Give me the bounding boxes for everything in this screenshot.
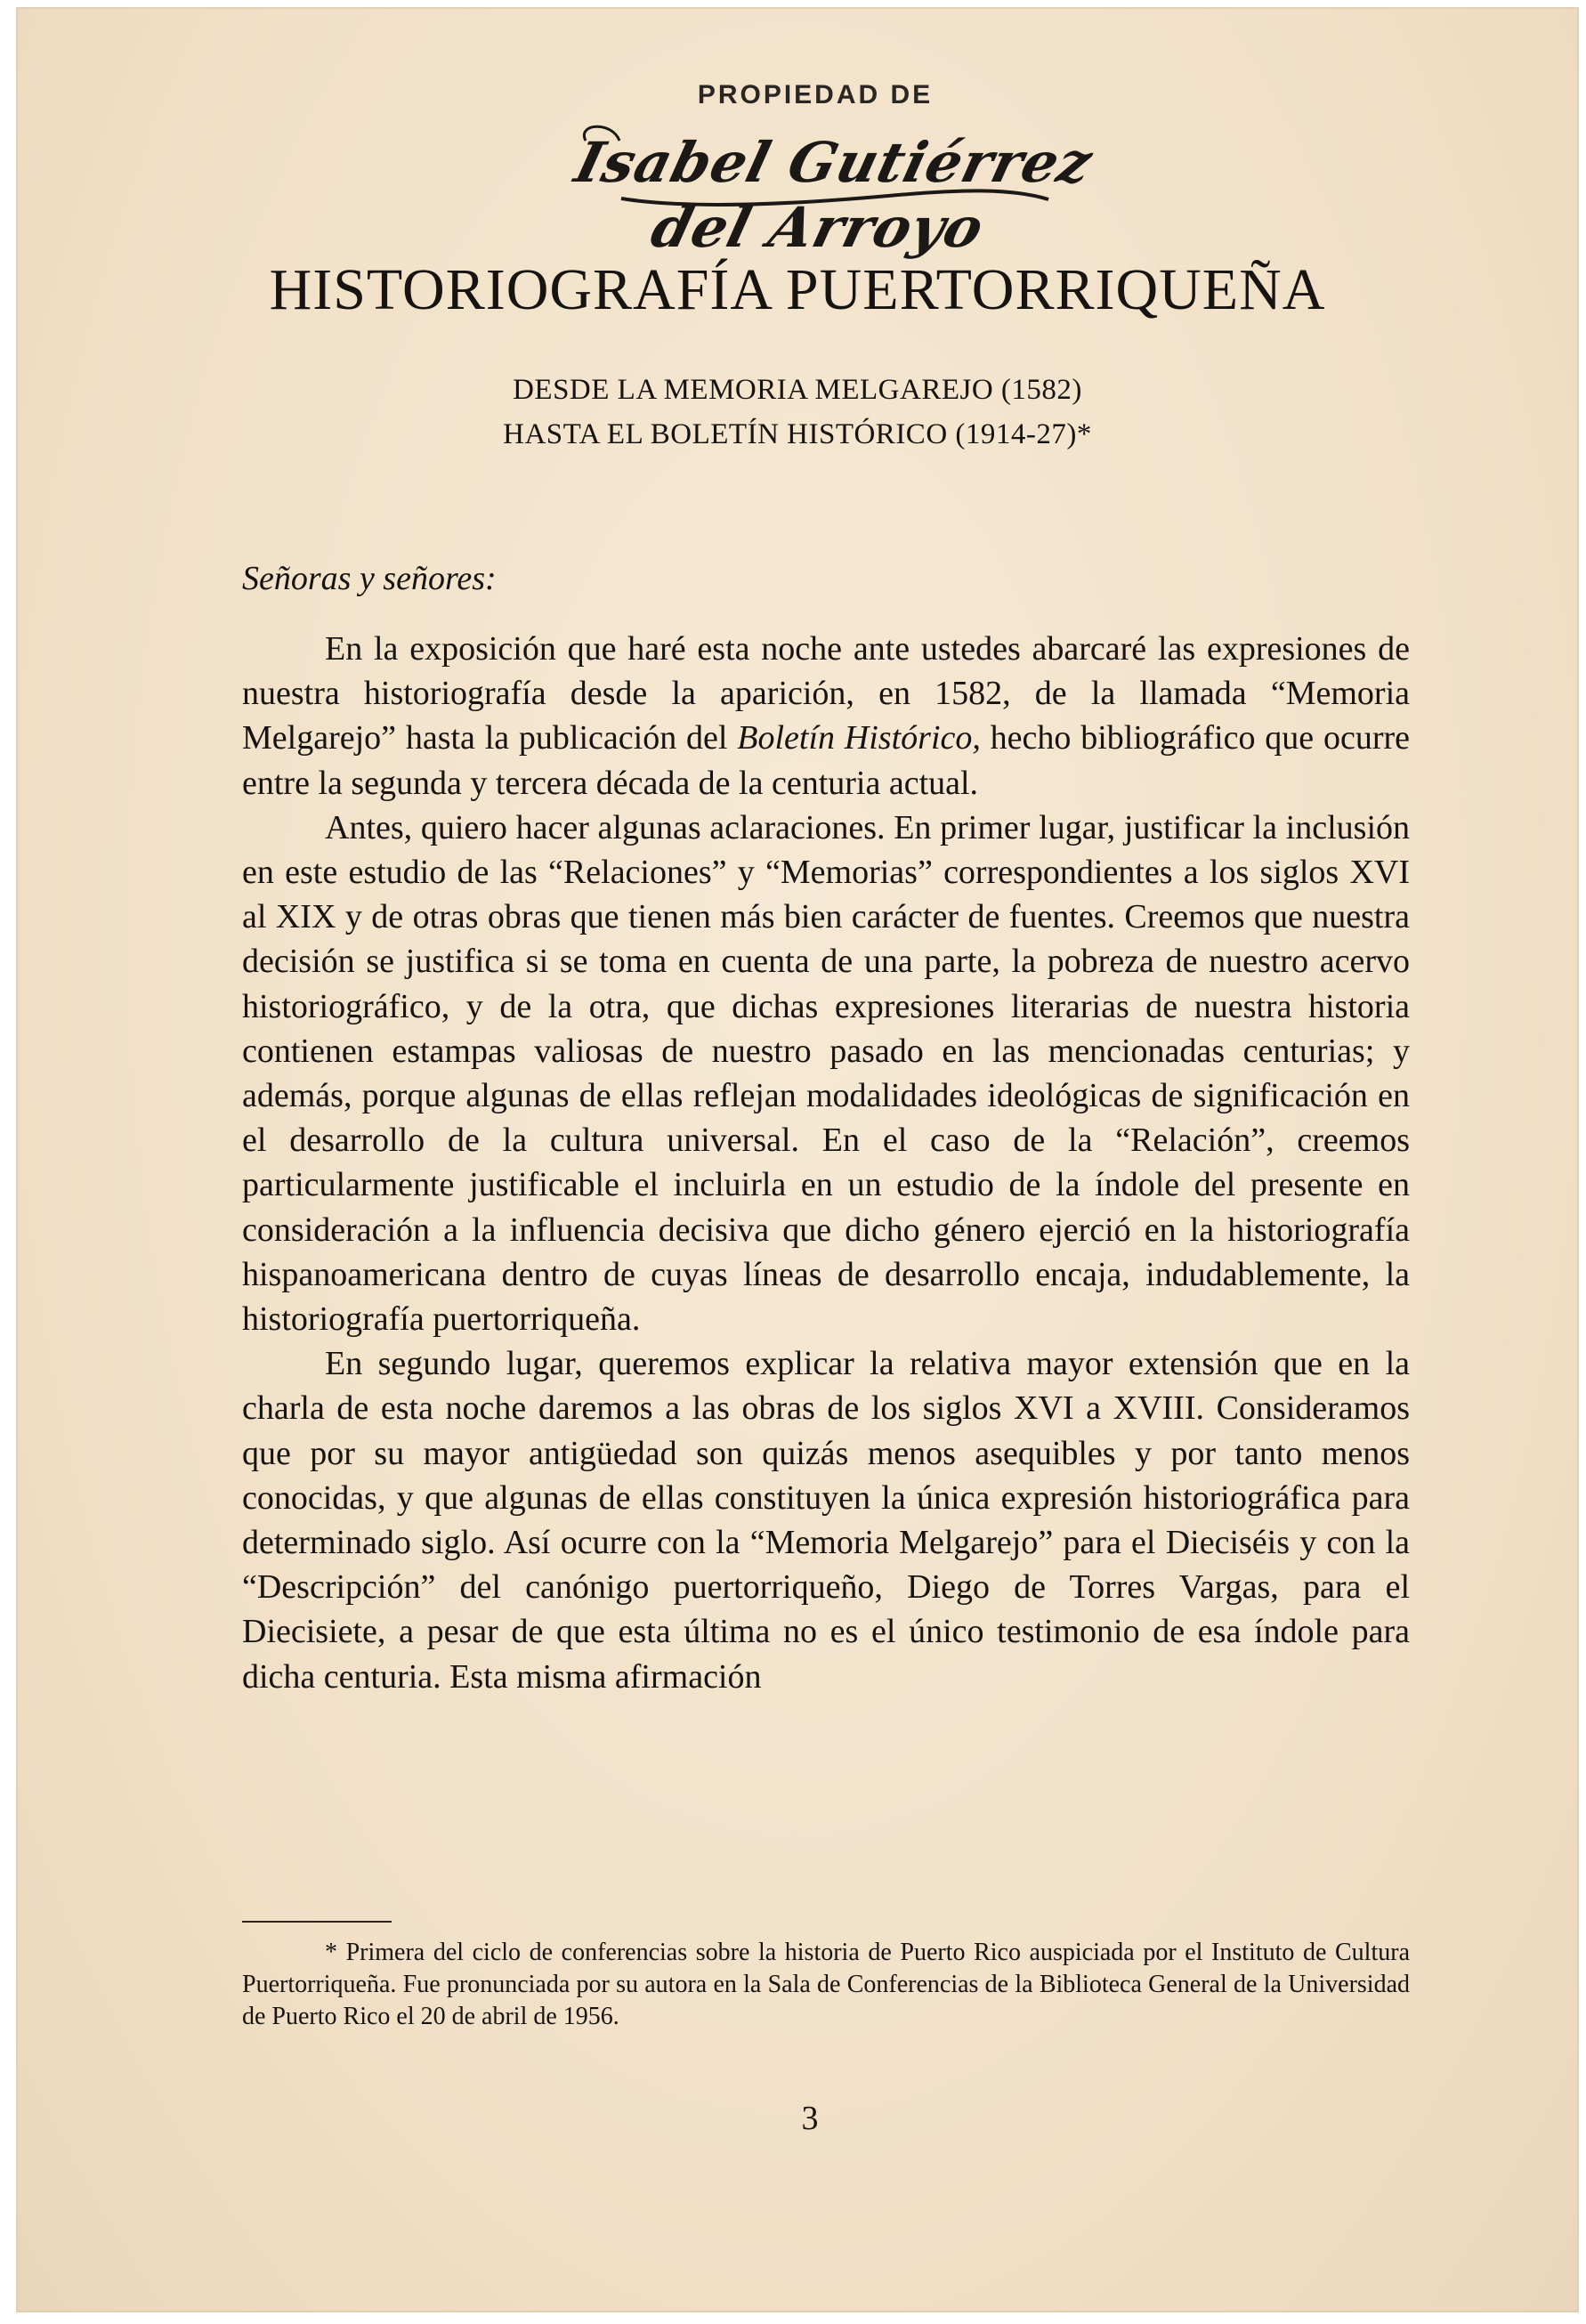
paragraph-1-text-end: hecho bibliográfico que ocurre entre la segunda y tercera década de la centuria actual. — [242, 719, 1410, 802]
signature-text: Isabel Gutiérrez del Arroyo — [569, 130, 1100, 260]
document-title: HISTORIOGRAFÍA PUERTORRIQUEÑA — [269, 257, 1326, 322]
paragraph-3: En segundo lugar, queremos explicar la relativa mayor extensión que en la charla de esta noche daremos a las obras de los siglos XVI a XVIII. Consideramos que por su mayor antigüedad son quizás menos asequibles y por tanto menos conocidas, y que algunas de ellas constituyen la única expresión historiográfica para determinado siglo. Así ocurre con la “Memoria Melgarejo” para el Dieciséis y con la “Descripción” del canónigo puertorriqueño, Diego de Torres Vargas, para el Diecisiete, a pesar de que esta última no es el único testimonio de esa índole para dicha centuria. Esta misma afirmación — [242, 1345, 1410, 1696]
paragraph-1-italic-title: Boletín Histórico, — [737, 719, 981, 757]
paragraph-2: Antes, quiero hacer algunas aclaraciones. En primer lugar, justificar la inclusión en este estudio de las “Relaciones” y “Memorias” correspondientes a los siglos XVI al XIX y de otras obras que tienen más bien carácter de fuentes. Creemos que nuestra decisión se justifica si se toma en cuenta de una parte, la pobreza de nuestro acervo historiográfico, y de la otra, que dichas expresiones literarias de nuestra historia contienen estampas valiosas de nuestro pasado en las mencionadas centurias; y además, porque algunas de ellas reflejan modalidades ideológicas de significación en el desarrollo de la cultura universal. En el caso de la “Relación”, creemos particularmente justificable el incluirla en un estudio de la índole del presente en consideración a la influencia decisiva que dicho género ejerció en la historiografía hispanoamericana dentro de cuyas líneas de desarrollo encaja, indudablemente, la historiografía puertorriqueña. — [242, 808, 1410, 1339]
body-text — [242, 627, 1410, 1699]
ownership-signature — [514, 114, 1137, 260]
paragraph-1-text: En la exposición que haré esta noche ante ustedes abarcaré las expresiones de nuestra historiografía desde la aparición, en 1582, de la llamada “Memoria Melgarejo” hasta la publicación del — [242, 630, 1410, 757]
subtitle-line-2: HASTA EL BOLETÍN HISTÓRICO (1914-27)* — [503, 418, 1092, 450]
page-number: 3 — [801, 2100, 819, 2137]
ownership-stamp-label: PROPIEDAD DE — [697, 80, 934, 109]
footnote: * Primera del ciclo de conferencias sobre la historia de Puerto Rico auspiciada por el Instituto de Cultura Puertorriqueña. Fue pronunciada por su autora en la Sala de Conferencias de la Biblioteca General de la Universidad de Puerto Rico el 20 de abril de 1956. — [242, 1939, 1410, 2030]
salutation: Señoras y señores: — [242, 560, 497, 597]
document-page — [16, 7, 1579, 2312]
paragraph-1 — [242, 627, 1410, 806]
subtitle-line-1: DESDE LA MEMORIA MELGAREJO (1582) — [513, 374, 1082, 406]
footnote-rule — [242, 1921, 392, 1923]
